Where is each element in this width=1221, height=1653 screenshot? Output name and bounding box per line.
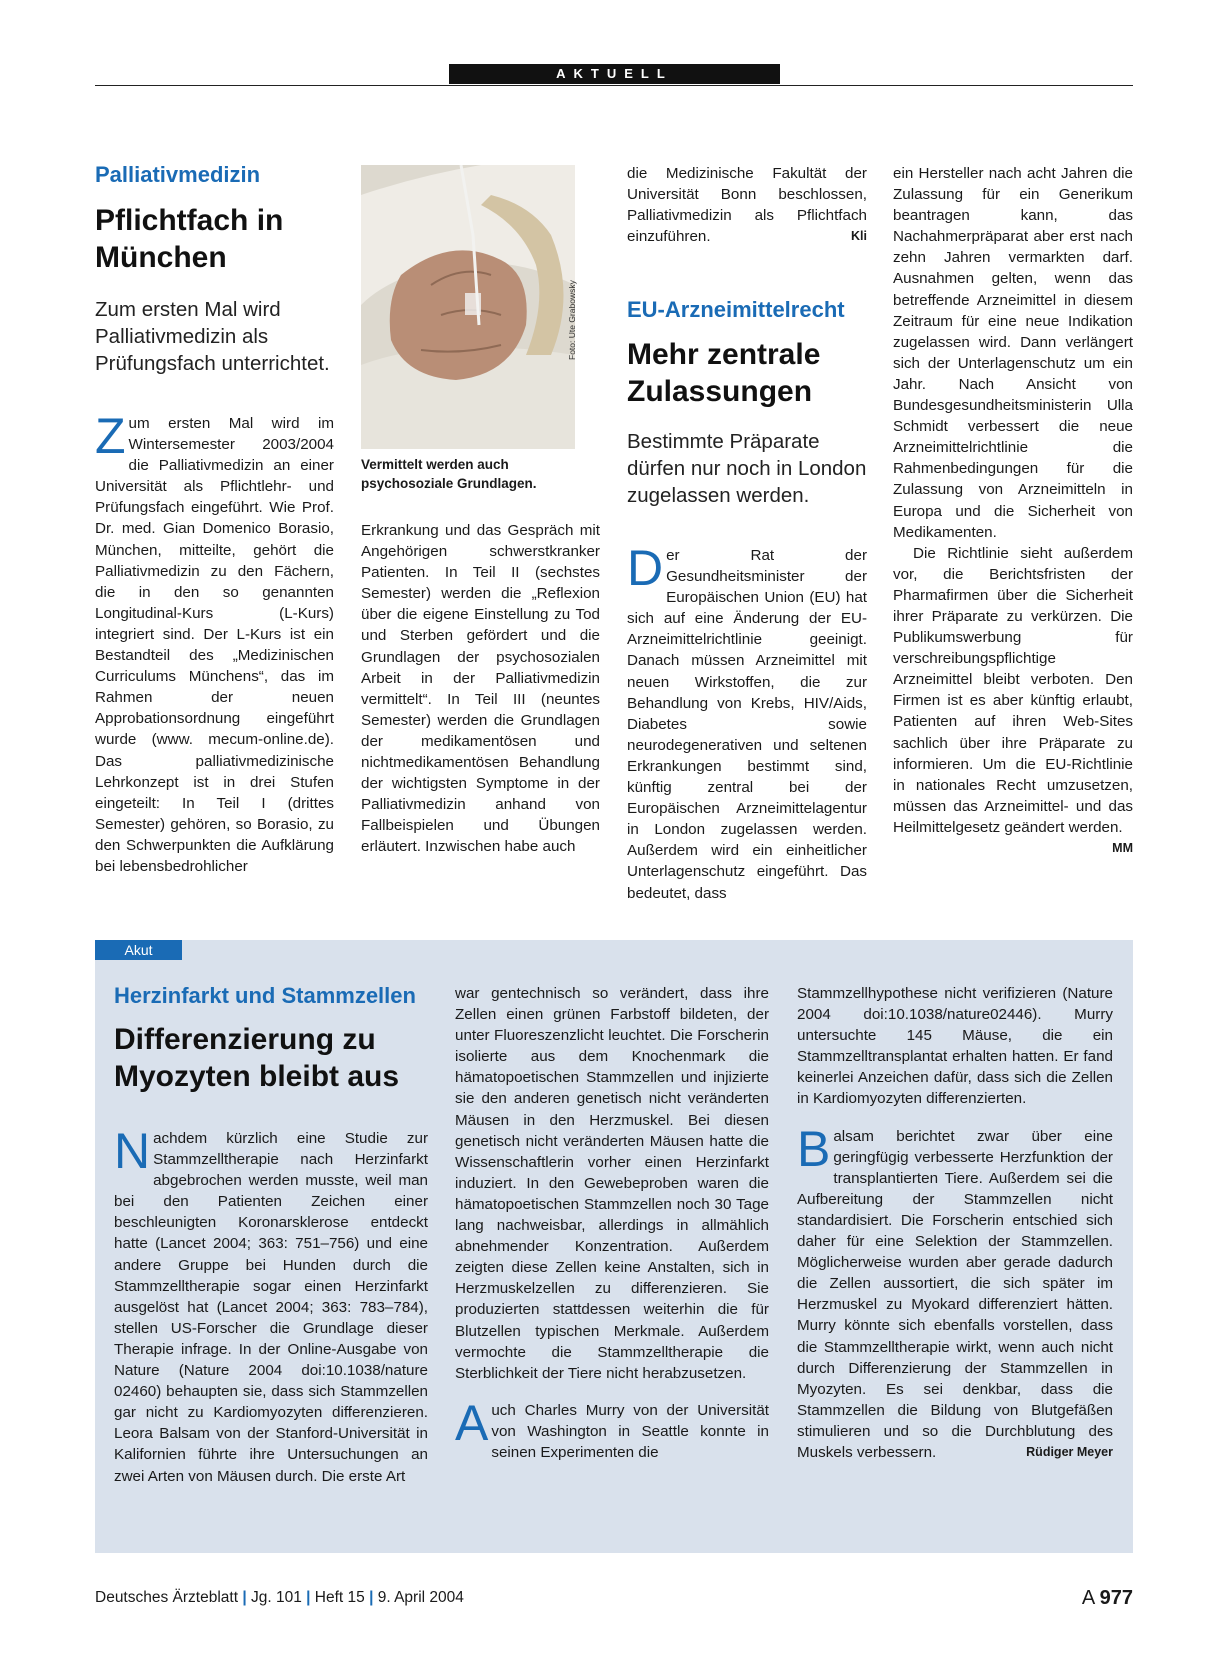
page-number	[1082, 1588, 1133, 1608]
photo-credit: Foto: Ute Grabowsky	[567, 280, 577, 360]
journal-name: Deutsches Ärzteblatt	[95, 1589, 239, 1606]
dropcap: Z	[95, 408, 126, 464]
article3-col2b-text: uch Charles Murry von der Universität von Washington in Seattle konnte in seinen Experimenten die	[491, 1401, 769, 1461]
article1-signature: Kli	[851, 229, 867, 244]
article1-column-3	[627, 163, 867, 247]
article3-col3a-text: Stammzellhypothese nicht verifizieren (Nature 2004 doi:10.1038/nature02446). Murry untersuchte 145 Mäuse, die ein Stammzelltransplantat erhalten hatten. Er fand keinerlei Anzeichen dafür, dass sich die Zellen in Kardiomyozyten differenzierten.	[797, 985, 1113, 1108]
article3-column-3	[797, 983, 1113, 1463]
article1-column-1	[95, 408, 334, 877]
page-prefix: A	[1081, 1587, 1095, 1609]
header-rule	[95, 85, 1133, 86]
article3-kicker: Herzinfarkt und Stammzellen	[114, 983, 416, 1008]
article3-col3b-text: alsam berichtet zwar über eine geringfügig verbesserte Herzfunktion der transplantierten Tiere. Außerdem sei die Aufbereitung der Stammzellen nicht standardisiert. Die Forscherin entschied sich daher für eine Selektion der Stammzellen. Möglicherweise wurden aber gerade dadurch die Zellen aussortiert, die sich später im Herzmuskel zu Myokard differenziert hätten. Murry könnte sich ebenfalls vorstellen, dass die Stammzelltherapie wirkt, wenn auch nicht durch Differenzierung der Stammzellen in Myozyten. Es sei denkbar, dass die Stammzellen die Bildung von Blutgefäßen stimulieren und so die Durchblutung des Muskels verbessern.	[797, 1127, 1113, 1461]
photo-illustration	[361, 165, 575, 449]
article2-signature: MM	[1112, 841, 1133, 855]
article1-col1-text: um ersten Mal wird im Wintersemester 2003/2004 die Palliativmedizin an einer Universität als Pflichtlehr- und Prüfungsfach eingeführt. Wie Prof. Dr. med. Gian Domenico Borasio, München, mitteilte, gehört die Palliativmedizin zu den Fächern, die in den so genannten Longitudinal-Kurs (L-Kurs) integriert sind. Der L-Kurs ist ein Bestandteil des „Medizinischen Curriculums Münchens“, das im Rahmen der neuen Approbationsordnung eingeführt wurde (www. mecum-online.de). Das palliativmedizinische Lehrkonzept ist in drei Stufen eingeteilt: In Teil I (drittes Semester) gehören, so Borasio, zu den Schwerpunkten die Aufklärung bei lebensbedrohlicher	[95, 415, 334, 875]
article1-headline: Pflichtfach in München	[95, 204, 284, 274]
section-label: AKTUELL	[449, 64, 780, 84]
iv-drip-photo	[361, 165, 575, 449]
article3-col2a-text: war gentechnisch so verändert, dass ihre Zellen einen grünen Farbstoff bildeten, der unter Fluoreszenzlicht leuchtet. Die Forscherin isolierte aus dem Knochenmark die hämatopoetischen Stammzellen und injizierte sie den anderen genetisch nicht veränderten Mäusen in den Herzmuskel. Bei diesen genetisch nicht veränderten Mäusen hatte die Wissenschaftlerin vorher einen Herzinfarkt induziert. In den Gewebeproben waren die hämatopoetischen Stammzellen noch 30 Tage lang nachweisbar, allerdings in allmählich abnehmender Konzentration. Außerdem zeigten diese Zellen keine Anstalten, sich in Herzmuskelzellen zu differenzieren. Sie produzierten stattdessen weiterhin die für Blutzellen typischen Merkmale. Außerdem vermochte die Stammzelltherapie die Sterblichkeit der Tiere nicht herabzusetzen.	[455, 985, 769, 1382]
issue: Heft 15	[314, 1589, 365, 1606]
article1-deck: Zum ersten Mal wird Palliativmedizin als Prüfungsfach unterrichtet.	[95, 298, 330, 375]
issue-date: 9. April 2004	[377, 1589, 464, 1606]
article1-col3-text: die Medizinische Fakultät der Universität Bonn beschlossen, Palliativmedizin als Pflichtfach einzuführen.	[627, 165, 867, 246]
page-footer: Deutsches Ärzteblatt | Jg. 101 | Heft 15 | 9. April 2004	[95, 1589, 464, 1606]
article2-col4a-text: ein Hersteller nach acht Jahren die Zulassung für ein Generikum beantragen kann, das Nachahmerpräparat aber erst nach zehn Jahren vermarkten darf. Ausnahmen gelten, wenn das betreffende Arzneimittel in diesem Zeitraum für eine neue Indikation zugelassen wird. Dann verlängert sich der Unterlagenschutz um ein Jahr. Nach Ansicht von Bundesgesundheitsministerin Ulla Schmidt verbessert die neue Arzneimittelrichtlinie die Rahmenbedingungen für die Zulassung von Arzneimitteln in Europa und die Sicherheit von Medikamenten.	[893, 165, 1133, 541]
article2-headline: Mehr zentrale Zulassungen	[627, 338, 821, 408]
article3-col1-text: achdem kürzlich eine Studie zur Stammzelltherapie nach Herzinfarkt abgebrochen werden musste, weil man bei den Patienten Zeichen einer beschleunigten Koronarsklerose entdeckt hatte (Lancet 2004; 363: 751–756) und eine andere Gruppe bei Hunden durch die Stammzelltherapie sogar einen Herzinfarkt ausgelöst hat (Lancet 2004; 363: 783–784), stellen US-Forscher die Grundlage dieser Therapie infrage. In der Online-Ausgabe von Nature (Nature 2004 doi:10.1038/nature 02460) behaupten sie, dass sich Stammzellen gar nicht zu Kardiomyozyten differenzieren. Leora Balsam von der Stanford-Universität in Kalifornien führte ihre Untersuchungen an zwei Arten von Mäusen durch. Die erste Art	[114, 1130, 428, 1485]
article2-kicker: EU-Arzneimittelrecht	[627, 297, 845, 322]
article2-col3-text: er Rat der Gesundheitsminister der Europäischen Union (EU) hat sich auf eine Änderung der EU-Arzneimittelrichtlinie geeinigt. Danach müssen Arzneimittel mit neuen Wirkstoffen, die zur Behandlung von Krebs, HIV/Aids, Diabetes sowie neurodegenerativen und seltenen Erkrankungen bestimmt sind, künftig zentral bei der Europäischen Arzneimittelagentur in London zugelassen werden. Außerdem wird ein einheitlicher Unterlagenschutz eingeführt. Das bedeutet, dass	[627, 547, 867, 902]
article2-col4b-text: Die Richtlinie sieht außerdem vor, die Berichtsfristen der Pharmafirmen über die Sicherheit ihrer Präparate zu verkürzen. Die Publikumswerbung für verschreibungspflichtige Arzneimittel bleibt verboten. Den Firmen ist es aber künftig erlaubt, Patienten auf ihren Web-Sites sachlich über ihre Präparate zu informieren. Um die EU-Richtlinie in nationales Recht umzusetzen, müssen das Arzneimittel- und das Heilmittelgesetz geändert werden.	[893, 544, 1133, 836]
article1-col2-text: Erkrankung und das Gespräch mit Angehörigen schwerstkranker Patienten. In Teil II (sechstes Semester) werden die „Reflexion über die eigene Einstellung zu Tod und Sterben gefördert und die Grundlagen der psychosozialen Arbeit in der Palliativmedizin vermittelt“. In Teil III (neuntes Semester) werden die Grundlagen der medikamentösen und nichtmedikamentösen Behandlung der wichtigsten Symptome in der Palliativmedizin anhand von Fallbeispielen und Übungen erläutert. Inzwischen habe auch	[361, 522, 600, 856]
dropcap: D	[627, 540, 664, 596]
article1-column-2	[361, 520, 600, 858]
article3-signature: Rüdiger Meyer	[1026, 1444, 1113, 1459]
article3-headline: Differenzierung zu Myozyten bleibt aus	[114, 1023, 400, 1093]
article3-column-2	[455, 983, 769, 1463]
article2-deck: Bestimmte Präparate dürfen nur noch in London zugelassen werden.	[627, 430, 867, 507]
article1-kicker: Palliativmedizin	[95, 162, 261, 187]
article3-column-1	[114, 1123, 428, 1487]
page-number-value: 977	[1099, 1587, 1133, 1609]
article2-column-1	[627, 540, 867, 904]
dropcap: B	[797, 1120, 831, 1177]
dropcap: N	[114, 1123, 151, 1179]
article2-column-2	[893, 163, 1133, 859]
dropcap: A	[455, 1394, 489, 1451]
volume: Jg. 101	[250, 1589, 302, 1606]
photo-caption: Vermittelt werden auch psychosoziale Grundlagen.	[361, 457, 537, 491]
akut-label: Akut	[95, 940, 182, 960]
